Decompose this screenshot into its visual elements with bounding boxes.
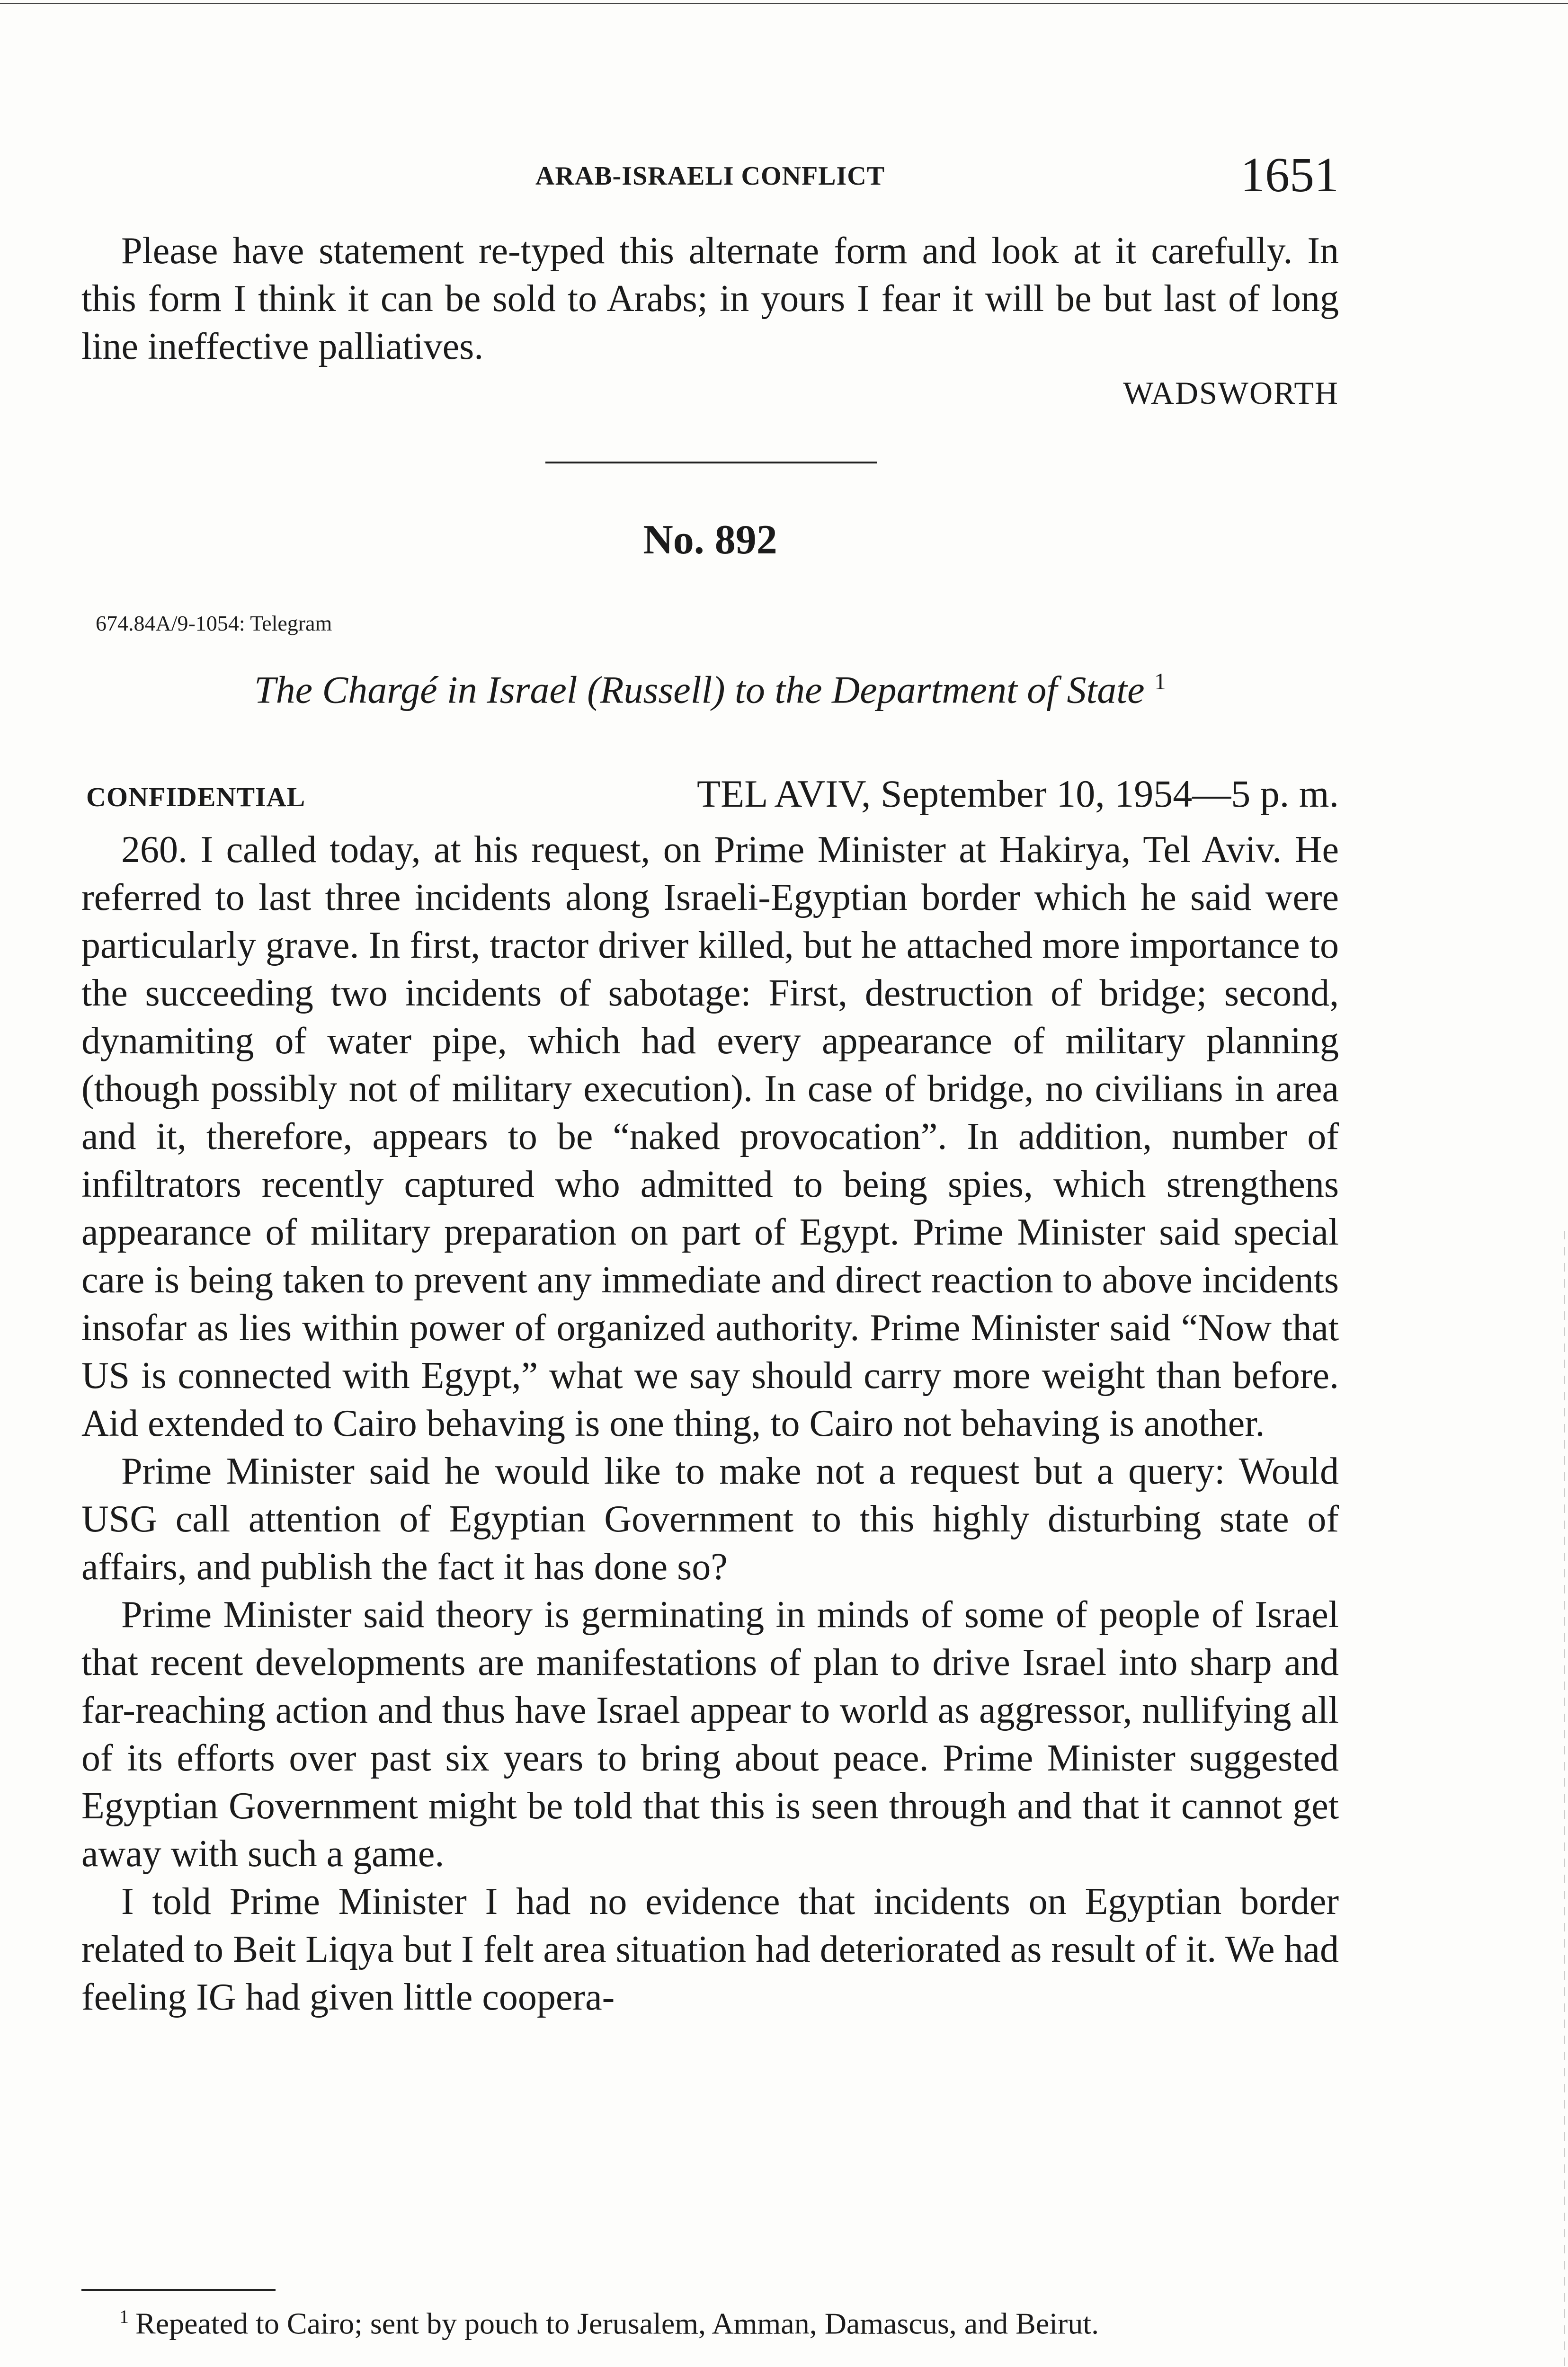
footnote — [119, 2305, 1341, 2341]
footnote-mark: 1 — [119, 2306, 129, 2327]
running-head — [81, 147, 1339, 202]
body-paragraph: 260. I called today, at his request, on Prime Minister at Hakirya, Tel Aviv. He referred to last three incidents along Israeli-Egyptian border which he said were particularly grave. In first, tractor driver killed, but he attached more importance to the succeeding two incidents of sabotage: First, destruction of bridge; second, dynamiting of water pipe, which had every appearance of military planning (though possibly not of military execution). In case of bridge, no civilians in area and it, therefore, appears to be “naked provocation”. In addition, number of infiltrators recently captured who admitted to being spies, which strengthens appearance of military preparation on part of Egypt. Prime Minister said special care is being taken to prevent any immediate and direct reaction to above incidents insofar as lies within power of organized authority. Prime Minister said “Now that US is connected with Egypt,” what we say should carry more weight than before. Aid extended to Cairo behaving is one thing, to Cairo not behaving is another. — [81, 829, 1339, 1444]
telegram-body — [81, 826, 1339, 2021]
page-top-edge — [0, 3, 1568, 4]
running-title: ARAB-ISRAELI CONFLICT — [535, 161, 885, 191]
document-title — [81, 667, 1339, 712]
section-separator — [545, 462, 877, 463]
dateline: TEL AVIV, September 10, 1954—5 p. m. — [697, 772, 1339, 815]
file-reference: 674.84A/9-1054: Telegram — [96, 611, 332, 635]
carryover-block — [81, 227, 1339, 412]
signature: WADSWORTH — [1123, 375, 1339, 411]
classification-label: CONFIDENTIAL — [86, 782, 306, 812]
page-number: 1651 — [1240, 148, 1339, 202]
body-paragraph: Prime Minister said theory is germinating in minds of some of people of Israel that recent developments are manifestations of plan to drive Israel into sharp and far-reaching action and thus have Israel appear to world as aggressor, nullifying all of its efforts over past six years to bring about peace. Prime Minister suggested Egyptian Government might be told that this is seen through and that it cannot get away with such a game. — [81, 1594, 1339, 1875]
body-paragraph: Prime Minister said he would like to make not a request but a query: Would USG call attention of Egyptian Government to this highly disturbing state of affairs, and publish the fact it has done so? — [81, 1450, 1339, 1588]
body-paragraph: I told Prime Minister I had no evidence that incidents on Egyptian border related to Beit Liqya but I felt area situation had deteriorated as result of it. We had feeling IG had given little coopera- — [81, 1881, 1339, 2018]
carryover-paragraph: Please have statement re-typed this alternate form and look at it carefully. In this form I think it can be sold to Arabs; in yours I fear it will be but last of long line ineffective palliatives. — [81, 230, 1339, 367]
page-right-edge — [1564, 1231, 1565, 2367]
footnote-rule — [81, 2289, 276, 2291]
document-title-text: The Chargé in Israel (Russell) to the Department of State — [254, 668, 1145, 712]
footnote-text: Repeated to Cairo; sent by pouch to Jerusalem, Amman, Damascus, and Beirut. — [135, 2306, 1099, 2340]
footnote-marker: 1 — [1154, 668, 1166, 694]
classification-line — [81, 772, 1339, 819]
document-number: No. 892 — [643, 517, 777, 563]
